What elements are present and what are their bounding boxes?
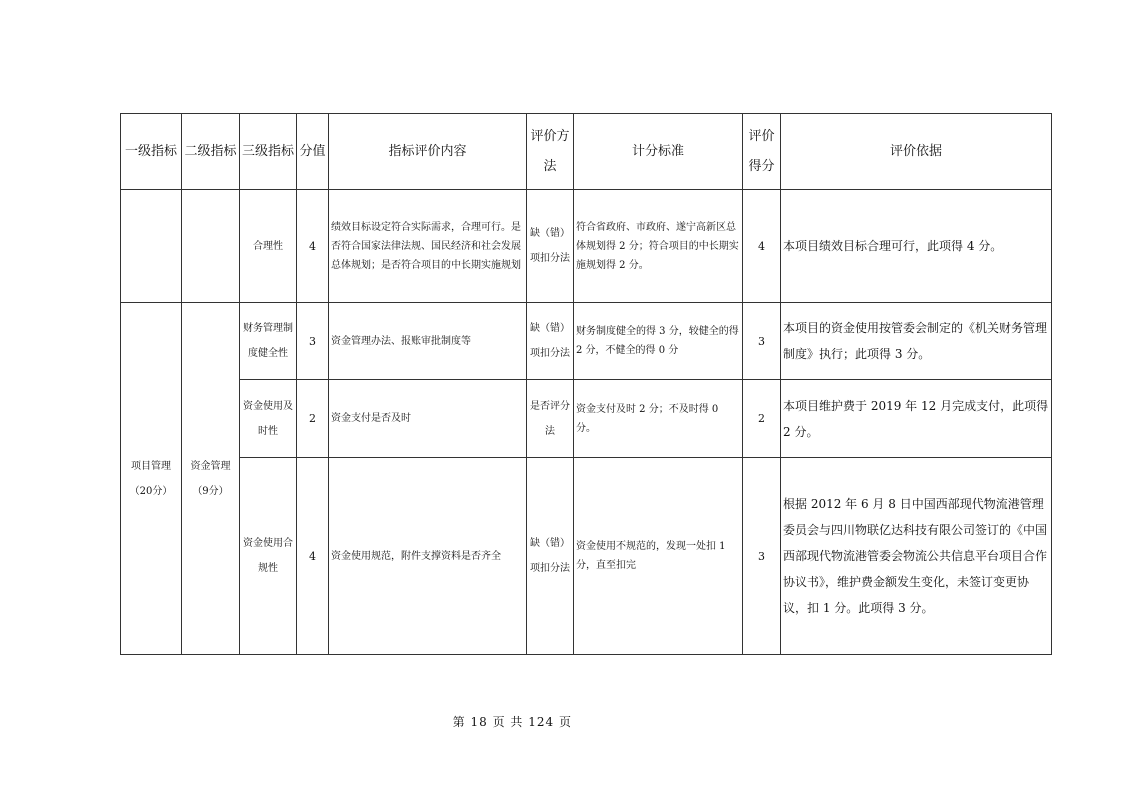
score-cell: 4 <box>743 190 781 303</box>
level1-cell <box>121 190 182 303</box>
level3-cell: 资金使用及时性 <box>240 380 297 458</box>
header-level1: 一级指标 <box>121 114 182 190</box>
basis-cell: 根据 2012 年 6 月 8 日中国西部现代物流港管理委员会与四川物联亿达科技有限公司签订的《中国西部现代物流港管委会物流公共信息平台项目合作协议书》，维护费金额发生变化，未签订变更协议，扣 1 分。此项得 3 分。 <box>781 458 1052 655</box>
evaluation-table <box>120 113 1052 655</box>
basis-cell: 本项目维护费于 2019 年 12 月完成支付，此项得 2 分。 <box>781 380 1052 458</box>
method-cell: 缺（错）项扣分法 <box>527 458 574 655</box>
standard-cell: 符合省政府、市政府、遂宁高新区总体规划得 2 分；符合项目的中长期实施规划得 2 分。 <box>574 190 743 303</box>
content-cell: 绩效目标设定符合实际需求，合理可行。是否符合国家法律法规、国民经济和社会发展总体规划；是否符合项目的中长期实施规划 <box>329 190 527 303</box>
score-cell: 3 <box>743 303 781 380</box>
method-cell: 缺（错）项扣分法 <box>527 190 574 303</box>
standard-cell: 财务制度健全的得 3 分，较健全的得 2 分，不健全的得 0 分 <box>574 303 743 380</box>
content-cell: 资金使用规范，附件支撑资料是否齐全 <box>329 458 527 655</box>
footer-middle: 页 共 <box>492 715 524 729</box>
footer-total: 124 <box>528 715 555 729</box>
level3-cell: 合理性 <box>240 190 297 303</box>
header-content: 指标评价内容 <box>329 114 527 190</box>
score-value-cell: 2 <box>297 380 329 458</box>
header-standard: 计分标准 <box>574 114 743 190</box>
level2-cell <box>182 190 240 303</box>
table-row <box>121 190 1052 303</box>
table-row <box>121 303 1052 380</box>
level2-cell: 资金管理（9分） <box>182 303 240 655</box>
basis-cell: 本项目绩效目标合理可行，此项得 4 分。 <box>781 190 1052 303</box>
footer-prefix: 第 <box>452 715 466 729</box>
header-score: 评价得分 <box>743 114 781 190</box>
level3-cell: 财务管理制度健全性 <box>240 303 297 380</box>
level1-cell: 项目管理（20分） <box>121 303 182 655</box>
header-basis: 评价依据 <box>781 114 1052 190</box>
header-method: 评价方法 <box>527 114 574 190</box>
header-score-value: 分值 <box>297 114 329 190</box>
table-row <box>121 458 1052 655</box>
content-cell: 资金管理办法、报账审批制度等 <box>329 303 527 380</box>
score-value-cell: 4 <box>297 458 329 655</box>
score-cell: 2 <box>743 380 781 458</box>
score-cell: 3 <box>743 458 781 655</box>
standard-cell: 资金使用不规范的，发现一处扣 1 分，直至扣完 <box>574 458 743 655</box>
score-value-cell: 4 <box>297 190 329 303</box>
page-number-footer <box>0 713 572 730</box>
footer-page: 18 <box>470 715 488 729</box>
standard-cell: 资金支付及时 2 分；不及时得 0 分。 <box>574 380 743 458</box>
header-level2: 二级指标 <box>182 114 240 190</box>
content-cell: 资金支付是否及时 <box>329 380 527 458</box>
header-row <box>121 114 1052 190</box>
footer-suffix: 页 <box>558 715 572 729</box>
score-value-cell: 3 <box>297 303 329 380</box>
basis-cell: 本项目的资金使用按管委会制定的《机关财务管理制度》执行；此项得 3 分。 <box>781 303 1052 380</box>
method-cell: 是否评分法 <box>527 380 574 458</box>
header-level3: 三级指标 <box>240 114 297 190</box>
level3-cell: 资金使用合规性 <box>240 458 297 655</box>
table-row <box>121 380 1052 458</box>
method-cell: 缺（错）项扣分法 <box>527 303 574 380</box>
